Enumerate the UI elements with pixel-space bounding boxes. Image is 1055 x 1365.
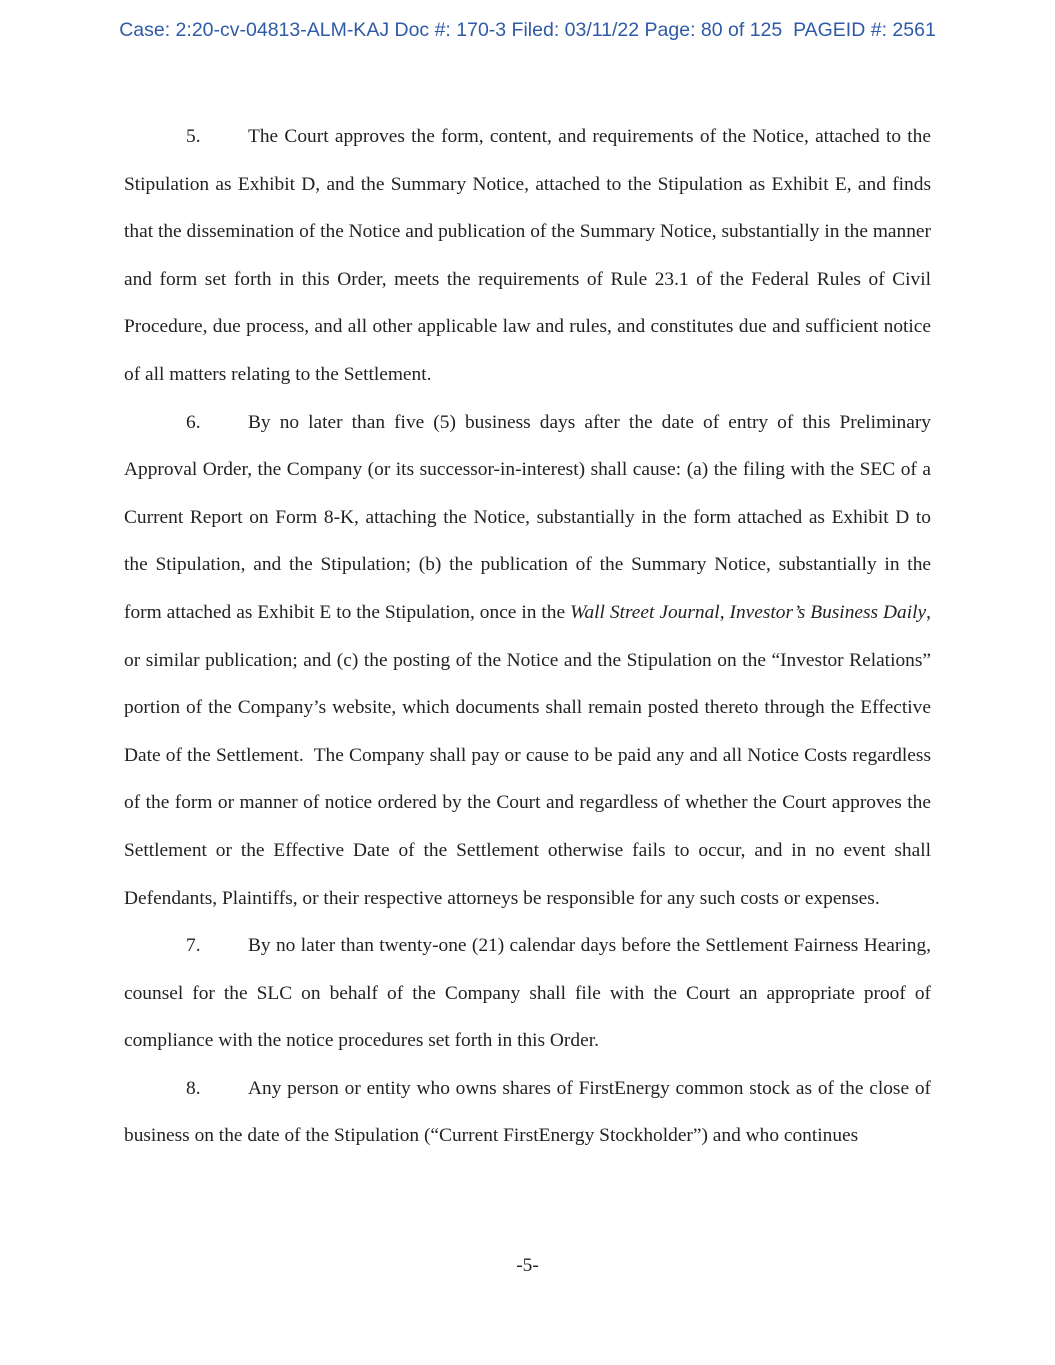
case-header: Case: 2:20-cv-04813-ALM-KAJ Doc #: 170-3 Filed: 03/11/22 Page: 80 of 125 PAGEID #: 2561 <box>119 19 936 41</box>
paragraph-text: , or similar publication; and (c) the posting of the Notice and the Stipulation on the “Investor Relations” portion of the Company’s website, which documents shall remain posted thereto through the Effective Date of the Settlement. The Company shall pay or cause to be paid any and all Notice Costs regardless of the form or manner of notice ordered by the Court and regardless of whether the Court approves the Settlement or the Effective Date of the Settlement otherwise fails to occur, and in no event shall Defendants, Plaintiffs, or their respective attorneys be responsible for any such costs or expenses. <box>124 601 931 909</box>
paragraph-7 <box>124 922 931 1065</box>
publication-name: Wall Street Journal <box>570 601 720 623</box>
paragraph-text: Any person or entity who owns shares of FirstEnergy common stock as of the close of business on the date of the Stipulation (“Current FirstEnergy Stockholder”) and who continues <box>124 1077 931 1147</box>
paragraph-number: 5. <box>186 126 201 147</box>
publication-name: Investor’s Business Daily <box>729 601 927 623</box>
paragraph-text: By no later than twenty-one (21) calendar days before the Settlement Fairness Hearing, counsel for the SLC on behalf of the Company shall file with the Court an appropriate proof of compliance with the notice procedures set forth in this Order. <box>124 935 931 1052</box>
paragraph-5 <box>124 113 931 399</box>
paragraph-8 <box>124 1065 931 1160</box>
paragraph-text: By no later than five (5) business days after the date of entry of this Preliminary Approval Order, the Company (or its successor-in-interest) shall cause: (a) the filing with the SEC of a Current Report on Form 8-K, attaching the Notice, substantially in the form attached as Exhibit D to the Stipulation, and the Stipulation; (b) the publication of the Summary Notice, substantially in the form attached as Exhibit E to the Stipulation, once in the <box>124 411 931 623</box>
paragraph-number: 7. <box>186 935 201 957</box>
paragraph-6 <box>124 399 931 923</box>
document-body <box>124 113 931 1160</box>
paragraph-text: The Court approves the form, content, and requirements of the Notice, attached to the Stipulation as Exhibit D, and the Summary Notice, attached to the Stipulation as Exhibit E, and finds that the dissemination of the Notice and publication of the Summary Notice, substantially in the manner and form set forth in this Order, meets the requirements of Rule 23.1 of the Federal Rules of Civil Procedure, due process, and all other applicable law and rules, and constitutes due and sufficient notice of all matters relating to the Settlement. <box>124 126 931 385</box>
paragraph-number: 6. <box>186 411 201 433</box>
page-number: -5- <box>516 1255 539 1276</box>
separator-text: , <box>719 601 730 623</box>
paragraph-number: 8. <box>186 1077 201 1099</box>
